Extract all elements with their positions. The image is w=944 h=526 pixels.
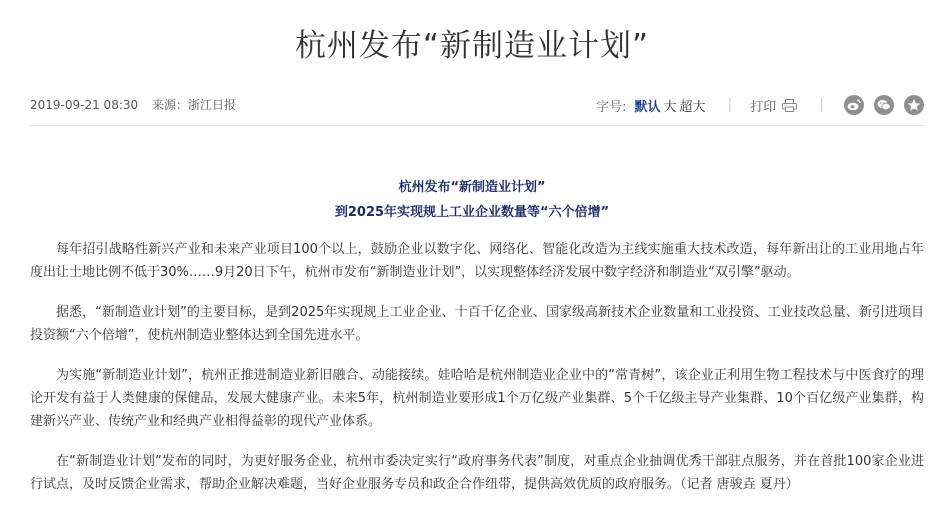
article-paragraph: 在“新制造业计划”发布的同时，为更好服务企业，杭州市委决定实行“政府事务代表”制度，对重点企业抽调优秀干部驻点服务，并在首批100家企业进行试点，及时反馈企业需求，帮助企业解决难题，当好企业服务专员和政企合作纽带，提供高效优质的政府服务。（记者 唐骏垚 夏丹）: [30, 454, 924, 492]
toolbar-separator-2: |: [819, 97, 824, 113]
printer-icon: [782, 99, 797, 112]
article-paragraph: 每年招引战略性新兴产业和未来产业项目100个以上，鼓励企业以数字化、网络化、智能化改造为主线实施重大技术改造，每年新出让的工业用地占年度出让土地比例不低于30%……9月20日下午，杭州市发布“新制造业计划”，以实现整体经济发展中数字经济和制造业“双引擎”驱动。: [30, 242, 924, 280]
favorite-star-icon[interactable]: [904, 95, 924, 115]
font-size-label: 字号:: [596, 99, 627, 115]
weibo-icon[interactable]: [844, 95, 864, 115]
article-paragraph: 为实施“新制造业计划”，杭州正推进制造业新旧融合、动能接续。娃哈哈是杭州制造业企业中的“常青树”，该企业正利用生物工程技术与中医食疗的理论开发有益于人类健康的保健品，发展大健康产业。未来5年，杭州制造业要形成1个万亿级产业集群、5个千亿级主导产业集群、10个百亿级产业集群，构建新兴产业、传统产业和经典产业相得益彰的现代产业体系。: [30, 368, 924, 429]
print-button[interactable]: [750, 96, 797, 115]
font-size-large-button[interactable]: 大: [663, 99, 677, 115]
source-name: 浙江日报: [187, 98, 236, 112]
article-paragraph: 据悉，“新制造业计划”的主要目标，是到2025年实现规上工业企业、十百千亿企业、国家级高新技术企业数量和工业投资、工业技改总量、新引进项目投资额“六个倍增”，使杭州制造业整体达到全国先进水平。: [30, 305, 924, 343]
page-title: 杭州发布“新制造业计划”: [294, 28, 650, 64]
header-divider: [30, 125, 924, 126]
toolbar-separator: |: [727, 97, 733, 113]
publish-info: [30, 96, 236, 113]
font-size-xlarge-button[interactable]: 超大: [679, 99, 706, 115]
print-label: 打印: [750, 99, 777, 115]
share-buttons: [844, 95, 924, 115]
publish-date: 2019-09-21 08:30: [30, 98, 139, 112]
font-size-default-button[interactable]: 默认: [634, 99, 661, 115]
source-label: 来源：: [151, 98, 188, 112]
article-subtitle: 杭州发布“新制造业计划”: [398, 180, 546, 195]
article-subheading: 到2025年实现规上工业企业数量等“六个倍增”: [334, 205, 610, 220]
article-tools: [596, 92, 924, 118]
article-meta-bar: [30, 92, 924, 118]
wechat-icon[interactable]: [874, 95, 894, 115]
